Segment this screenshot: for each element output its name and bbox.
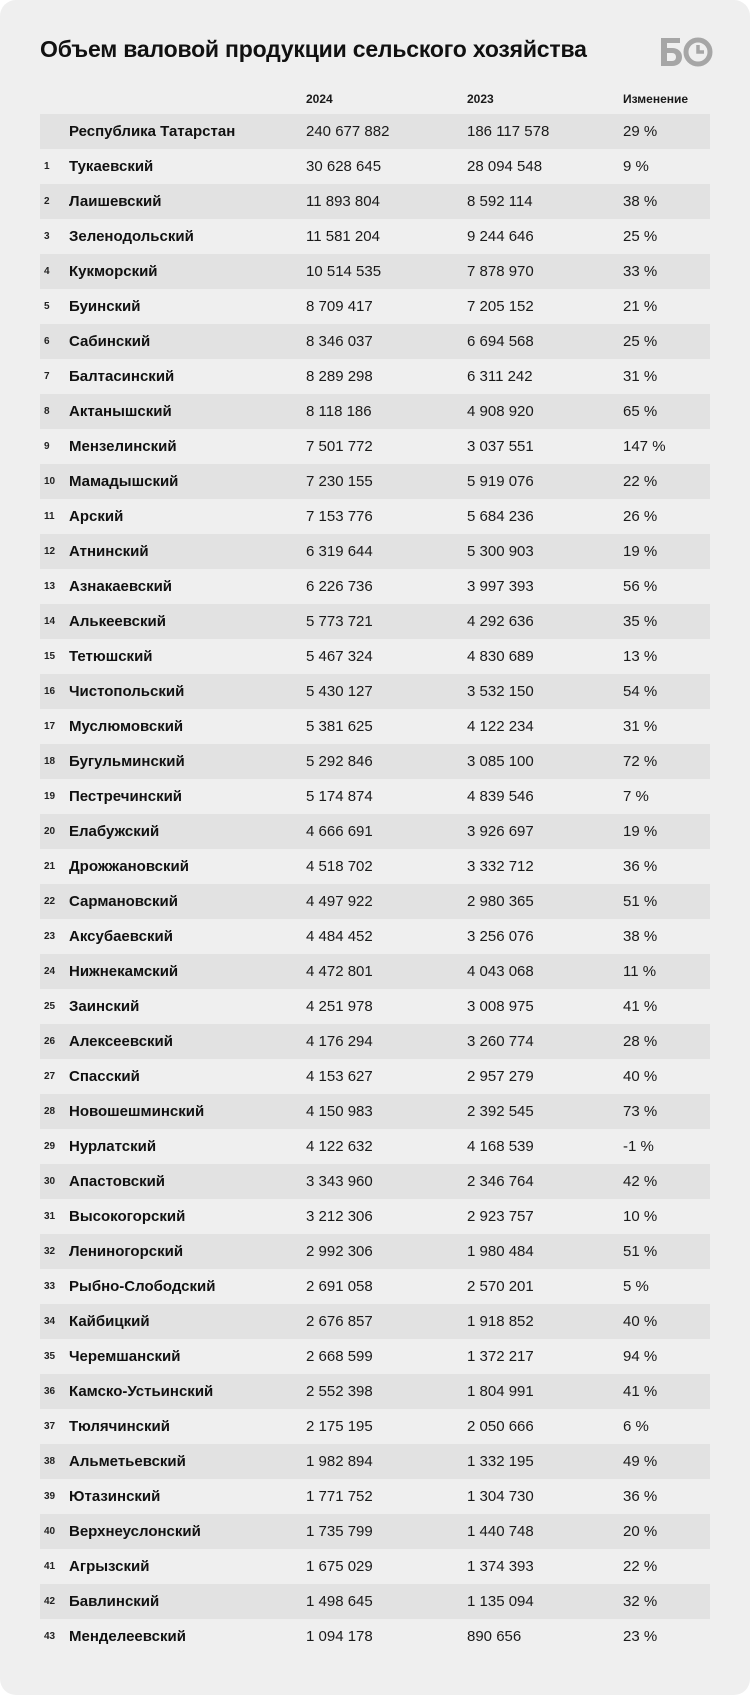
rank-cell: 33 xyxy=(44,1281,56,1292)
value-2024-cell: 2 676 857 xyxy=(306,1313,373,1330)
value-2024-cell: 6 319 644 xyxy=(306,543,373,560)
rank-cell: 40 xyxy=(44,1526,56,1537)
value-2024-cell: 4 176 294 xyxy=(306,1033,373,1050)
change-cell: -1 % xyxy=(623,1138,654,1155)
change-cell: 40 % xyxy=(623,1068,658,1085)
value-2024-cell: 4 122 632 xyxy=(306,1138,373,1155)
value-2024-cell: 3 343 960 xyxy=(306,1173,373,1190)
change-cell: 7 % xyxy=(623,788,649,805)
value-2023-cell: 3 332 712 xyxy=(467,858,534,875)
change-cell: 94 % xyxy=(623,1348,658,1365)
value-2023-cell: 4 839 546 xyxy=(467,788,534,805)
value-2024-cell: 2 552 398 xyxy=(306,1383,373,1400)
change-cell: 31 % xyxy=(623,718,658,735)
rank-cell: 19 xyxy=(44,791,56,802)
value-2023-cell: 4 043 068 xyxy=(467,963,534,980)
table-row xyxy=(40,1584,710,1619)
total-row-2024: 240 677 882 xyxy=(306,123,390,140)
rank-cell: 6 xyxy=(44,336,50,347)
value-2024-cell: 5 174 874 xyxy=(306,788,373,805)
value-2023-cell: 3 532 150 xyxy=(467,683,534,700)
district-name-cell: Черемшанский xyxy=(69,1348,181,1365)
change-cell: 23 % xyxy=(623,1628,658,1645)
change-cell: 19 % xyxy=(623,543,658,560)
table-row xyxy=(40,1094,710,1129)
value-2024-cell: 4 150 983 xyxy=(306,1103,373,1120)
change-cell: 5 % xyxy=(623,1278,649,1295)
value-2024-cell: 5 430 127 xyxy=(306,683,373,700)
district-name-cell: Бугульминский xyxy=(69,753,185,770)
value-2023-cell: 2 392 545 xyxy=(467,1103,534,1120)
rank-cell: 3 xyxy=(44,231,50,242)
value-2024-cell: 4 153 627 xyxy=(306,1068,373,1085)
change-cell: 33 % xyxy=(623,263,658,280)
table-row xyxy=(40,674,710,709)
column-header-2023: 2023 xyxy=(467,92,494,106)
rank-cell: 23 xyxy=(44,931,56,942)
change-cell: 49 % xyxy=(623,1453,658,1470)
change-cell: 147 % xyxy=(623,438,666,455)
value-2024-cell: 2 992 306 xyxy=(306,1243,373,1260)
table-row xyxy=(40,499,710,534)
table-row xyxy=(40,289,710,324)
value-2023-cell: 3 926 697 xyxy=(467,823,534,840)
data-table xyxy=(40,84,710,1654)
change-cell: 25 % xyxy=(623,333,658,350)
change-cell: 32 % xyxy=(623,1593,658,1610)
change-cell: 51 % xyxy=(623,893,658,910)
change-cell: 73 % xyxy=(623,1103,658,1120)
value-2023-cell: 1 374 393 xyxy=(467,1558,534,1575)
table-row xyxy=(40,1059,710,1094)
change-cell: 22 % xyxy=(623,473,658,490)
change-cell: 38 % xyxy=(623,928,658,945)
value-2024-cell: 11 893 804 xyxy=(306,193,380,210)
rank-cell: 16 xyxy=(44,686,56,697)
rank-cell: 34 xyxy=(44,1316,56,1327)
value-2023-cell: 3 037 551 xyxy=(467,438,534,455)
district-name-cell: Новошешминский xyxy=(69,1103,205,1120)
rank-cell: 42 xyxy=(44,1596,56,1607)
change-cell: 36 % xyxy=(623,1488,658,1505)
table-row xyxy=(40,884,710,919)
table-total-row xyxy=(40,114,710,149)
value-2024-cell: 1 094 178 xyxy=(306,1628,373,1645)
table-row xyxy=(40,1444,710,1479)
table-row xyxy=(40,604,710,639)
table-row xyxy=(40,534,710,569)
district-name-cell: Агрызский xyxy=(69,1558,150,1575)
district-name-cell: Ютазинский xyxy=(69,1488,161,1505)
district-name-cell: Муслюмовский xyxy=(69,718,184,735)
value-2024-cell: 4 666 691 xyxy=(306,823,373,840)
table-row xyxy=(40,254,710,289)
rank-cell: 17 xyxy=(44,721,56,732)
change-cell: 31 % xyxy=(623,368,658,385)
value-2024-cell: 5 292 846 xyxy=(306,753,373,770)
district-name-cell: Зеленодольский xyxy=(69,228,194,245)
table-row xyxy=(40,954,710,989)
table-row xyxy=(40,1164,710,1199)
district-name-cell: Елабужский xyxy=(69,823,160,840)
district-name-cell: Лениногорский xyxy=(69,1243,184,1260)
value-2024-cell: 3 212 306 xyxy=(306,1208,373,1225)
total-row-2023: 186 117 578 xyxy=(467,123,550,140)
district-name-cell: Верхнеуслонский xyxy=(69,1523,201,1540)
table-row xyxy=(40,1129,710,1164)
change-cell: 6 % xyxy=(623,1418,649,1435)
value-2023-cell: 1 304 730 xyxy=(467,1488,534,1505)
table-row xyxy=(40,779,710,814)
value-2023-cell: 1 332 195 xyxy=(467,1453,534,1470)
rank-cell: 4 xyxy=(44,266,50,277)
district-name-cell: Дрожжановский xyxy=(69,858,189,875)
rank-cell: 43 xyxy=(44,1631,56,1642)
table-row xyxy=(40,464,710,499)
rank-cell: 32 xyxy=(44,1246,56,1257)
district-name-cell: Алькеевский xyxy=(69,613,166,630)
rank-cell: 18 xyxy=(44,756,56,767)
district-name-cell: Кайбицкий xyxy=(69,1313,150,1330)
table-row xyxy=(40,1549,710,1584)
rank-cell: 22 xyxy=(44,896,56,907)
change-cell: 11 % xyxy=(623,963,657,980)
district-name-cell: Менделеевский xyxy=(69,1628,186,1645)
rank-cell: 10 xyxy=(44,476,56,487)
value-2023-cell: 2 923 757 xyxy=(467,1208,534,1225)
change-cell: 10 % xyxy=(623,1208,658,1225)
rank-cell: 41 xyxy=(44,1561,56,1572)
district-name-cell: Мамадышский xyxy=(69,473,179,490)
table-header-row xyxy=(40,84,710,114)
rank-cell: 30 xyxy=(44,1176,56,1187)
value-2024-cell: 1 675 029 xyxy=(306,1558,373,1575)
value-2023-cell: 4 122 234 xyxy=(467,718,534,735)
table-row xyxy=(40,149,710,184)
table-row xyxy=(40,219,710,254)
value-2024-cell: 8 346 037 xyxy=(306,333,373,350)
district-name-cell: Тукаевский xyxy=(69,158,154,175)
change-cell: 22 % xyxy=(623,1558,658,1575)
value-2023-cell: 1 440 748 xyxy=(467,1523,534,1540)
value-2023-cell: 5 300 903 xyxy=(467,543,534,560)
district-name-cell: Сабинский xyxy=(69,333,151,350)
rank-cell: 38 xyxy=(44,1456,56,1467)
value-2023-cell: 3 085 100 xyxy=(467,753,534,770)
district-name-cell: Альметьевский xyxy=(69,1453,186,1470)
table-row xyxy=(40,1374,710,1409)
district-name-cell: Чистопольский xyxy=(69,683,185,700)
district-name-cell: Тюлячинский xyxy=(69,1418,170,1435)
district-name-cell: Актанышский xyxy=(69,403,172,420)
rank-cell: 21 xyxy=(44,861,56,872)
change-cell: 20 % xyxy=(623,1523,658,1540)
value-2023-cell: 2 570 201 xyxy=(467,1278,534,1295)
district-name-cell: Заинский xyxy=(69,998,140,1015)
change-cell: 19 % xyxy=(623,823,658,840)
change-cell: 51 % xyxy=(623,1243,658,1260)
value-2023-cell: 1 980 484 xyxy=(467,1243,534,1260)
change-cell: 13 % xyxy=(623,648,658,665)
table-row xyxy=(40,1304,710,1339)
table-row xyxy=(40,1479,710,1514)
rank-cell: 31 xyxy=(44,1211,56,1222)
rank-cell: 25 xyxy=(44,1001,56,1012)
district-name-cell: Мензелинский xyxy=(69,438,177,455)
column-header-change: Изменение xyxy=(623,92,689,106)
rank-cell: 5 xyxy=(44,301,50,312)
table-row xyxy=(40,1269,710,1304)
district-name-cell: Спасский xyxy=(69,1068,140,1085)
district-name-cell: Высокогорский xyxy=(69,1208,186,1225)
value-2024-cell: 4 484 452 xyxy=(306,928,373,945)
district-name-cell: Аксубаевский xyxy=(69,928,173,945)
table-row xyxy=(40,919,710,954)
value-2023-cell: 7 205 152 xyxy=(467,298,534,315)
rank-cell: 20 xyxy=(44,826,56,837)
value-2023-cell: 2 346 764 xyxy=(467,1173,534,1190)
table-body xyxy=(40,149,710,1654)
value-2023-cell: 9 244 646 xyxy=(467,228,534,245)
district-name-cell: Балтасинский xyxy=(69,368,175,385)
value-2024-cell: 10 514 535 xyxy=(306,263,382,280)
change-cell: 9 % xyxy=(623,158,649,175)
value-2023-cell: 3 260 774 xyxy=(467,1033,534,1050)
district-name-cell: Атнинский xyxy=(69,543,149,560)
district-name-cell: Бавлинский xyxy=(69,1593,160,1610)
district-name-cell: Алексеевский xyxy=(69,1033,173,1050)
district-name-cell: Кукморский xyxy=(69,263,158,280)
change-cell: 41 % xyxy=(623,998,658,1015)
value-2024-cell: 5 381 625 xyxy=(306,718,373,735)
value-2024-cell: 4 518 702 xyxy=(306,858,373,875)
district-name-cell: Рыбно-Слободский xyxy=(69,1278,216,1295)
district-name-cell: Тетюшский xyxy=(69,648,153,665)
value-2023-cell: 28 094 548 xyxy=(467,158,543,175)
district-name-cell: Нижнекамский xyxy=(69,963,179,980)
change-cell: 38 % xyxy=(623,193,658,210)
value-2024-cell: 2 668 599 xyxy=(306,1348,373,1365)
value-2024-cell: 7 501 772 xyxy=(306,438,373,455)
value-2023-cell: 1 372 217 xyxy=(467,1348,534,1365)
value-2023-cell: 1 918 852 xyxy=(467,1313,534,1330)
value-2024-cell: 5 773 721 xyxy=(306,613,373,630)
table-row xyxy=(40,1409,710,1444)
value-2023-cell: 4 830 689 xyxy=(467,648,534,665)
value-2023-cell: 3 997 393 xyxy=(467,578,534,595)
page-title: Объем валовой продукции сельского хозяйства xyxy=(40,36,587,62)
rank-cell: 12 xyxy=(44,546,56,557)
value-2023-cell: 1 135 094 xyxy=(467,1593,534,1610)
value-2024-cell: 8 709 417 xyxy=(306,298,373,315)
table-row xyxy=(40,709,710,744)
value-2023-cell: 4 292 636 xyxy=(467,613,534,630)
column-header-2024: 2024 xyxy=(306,92,333,106)
district-name-cell: Камско-Устьинский xyxy=(69,1383,214,1400)
table-row xyxy=(40,324,710,359)
value-2023-cell: 6 311 242 xyxy=(467,368,533,385)
value-2023-cell: 2 050 666 xyxy=(467,1418,534,1435)
rank-cell: 37 xyxy=(44,1421,56,1432)
table-row xyxy=(40,814,710,849)
value-2024-cell: 2 175 195 xyxy=(306,1418,373,1435)
change-cell: 41 % xyxy=(623,1383,658,1400)
change-cell: 21 % xyxy=(623,298,658,315)
value-2024-cell: 7 153 776 xyxy=(306,508,373,525)
change-cell: 40 % xyxy=(623,1313,658,1330)
table-row xyxy=(40,1339,710,1374)
rank-cell: 1 xyxy=(44,161,50,172)
table-row xyxy=(40,1619,710,1654)
table-row xyxy=(40,394,710,429)
change-cell: 28 % xyxy=(623,1033,658,1050)
change-cell: 35 % xyxy=(623,613,658,630)
rank-cell: 35 xyxy=(44,1351,56,1362)
change-cell: 26 % xyxy=(623,508,658,525)
value-2024-cell: 11 581 204 xyxy=(306,228,380,245)
value-2023-cell: 5 684 236 xyxy=(467,508,534,525)
value-2024-cell: 30 628 645 xyxy=(306,158,382,175)
rank-cell: 11 xyxy=(44,511,55,522)
district-name-cell: Лаишевский xyxy=(69,193,162,210)
rank-cell: 14 xyxy=(44,616,56,627)
value-2023-cell: 3 008 975 xyxy=(467,998,534,1015)
change-cell: 54 % xyxy=(623,683,658,700)
value-2024-cell: 1 735 799 xyxy=(306,1523,373,1540)
value-2023-cell: 1 804 991 xyxy=(467,1383,534,1400)
rank-cell: 28 xyxy=(44,1106,56,1117)
value-2024-cell: 7 230 155 xyxy=(306,473,373,490)
change-cell: 65 % xyxy=(623,403,658,420)
value-2023-cell: 4 908 920 xyxy=(467,403,534,420)
table-row xyxy=(40,1514,710,1549)
district-name-cell: Пестречинский xyxy=(69,788,183,805)
value-2024-cell: 4 497 922 xyxy=(306,893,373,910)
total-row-name: Республика Татарстан xyxy=(69,123,236,140)
value-2023-cell: 2 980 365 xyxy=(467,893,534,910)
value-2024-cell: 4 472 801 xyxy=(306,963,373,980)
value-2023-cell: 5 919 076 xyxy=(467,473,534,490)
value-2023-cell: 6 694 568 xyxy=(467,333,534,350)
table-row xyxy=(40,989,710,1024)
table-row xyxy=(40,569,710,604)
table-row xyxy=(40,1234,710,1269)
rank-cell: 2 xyxy=(44,196,50,207)
value-2024-cell: 2 691 058 xyxy=(306,1278,373,1295)
value-2024-cell: 1 982 894 xyxy=(306,1453,373,1470)
value-2024-cell: 6 226 736 xyxy=(306,578,373,595)
rank-cell: 7 xyxy=(44,371,50,382)
table-row xyxy=(40,429,710,464)
rank-cell: 9 xyxy=(44,441,50,452)
district-name-cell: Нурлатский xyxy=(69,1138,157,1155)
change-cell: 25 % xyxy=(623,228,658,245)
table-row xyxy=(40,744,710,779)
table-row xyxy=(40,639,710,674)
value-2023-cell: 4 168 539 xyxy=(467,1138,534,1155)
rank-cell: 8 xyxy=(44,406,50,417)
district-name-cell: Арский xyxy=(69,508,124,525)
value-2024-cell: 4 251 978 xyxy=(306,998,373,1015)
table-row xyxy=(40,184,710,219)
value-2024-cell: 8 118 186 xyxy=(306,403,372,420)
district-name-cell: Апастовский xyxy=(69,1173,166,1190)
value-2024-cell: 1 498 645 xyxy=(306,1593,373,1610)
change-cell: 56 % xyxy=(623,578,658,595)
table-row xyxy=(40,849,710,884)
value-2023-cell: 8 592 114 xyxy=(467,193,533,210)
value-2024-cell: 8 289 298 xyxy=(306,368,373,385)
rank-cell: 13 xyxy=(44,581,56,592)
district-name-cell: Азнакаевский xyxy=(69,578,173,595)
table-row xyxy=(40,1199,710,1234)
value-2023-cell: 7 878 970 xyxy=(467,263,534,280)
change-cell: 42 % xyxy=(623,1173,658,1190)
table-row xyxy=(40,1024,710,1059)
district-name-cell: Буинский xyxy=(69,298,141,315)
district-name-cell: Сармановский xyxy=(69,893,178,910)
rank-cell: 27 xyxy=(44,1071,56,1082)
value-2024-cell: 1 771 752 xyxy=(306,1488,373,1505)
rank-cell: 39 xyxy=(44,1491,56,1502)
value-2024-cell: 5 467 324 xyxy=(306,648,373,665)
value-2023-cell: 890 656 xyxy=(467,1628,522,1645)
total-row-change: 29 % xyxy=(623,123,658,140)
bo-clock-logo-icon xyxy=(658,36,714,68)
value-2023-cell: 2 957 279 xyxy=(467,1068,534,1085)
table-row xyxy=(40,359,710,394)
rank-cell: 24 xyxy=(44,966,56,977)
change-cell: 72 % xyxy=(623,753,658,770)
rank-cell: 26 xyxy=(44,1036,56,1047)
rank-cell: 29 xyxy=(44,1141,56,1152)
rank-cell: 36 xyxy=(44,1386,56,1397)
change-cell: 36 % xyxy=(623,858,658,875)
rank-cell: 15 xyxy=(44,651,56,662)
value-2023-cell: 3 256 076 xyxy=(467,928,534,945)
